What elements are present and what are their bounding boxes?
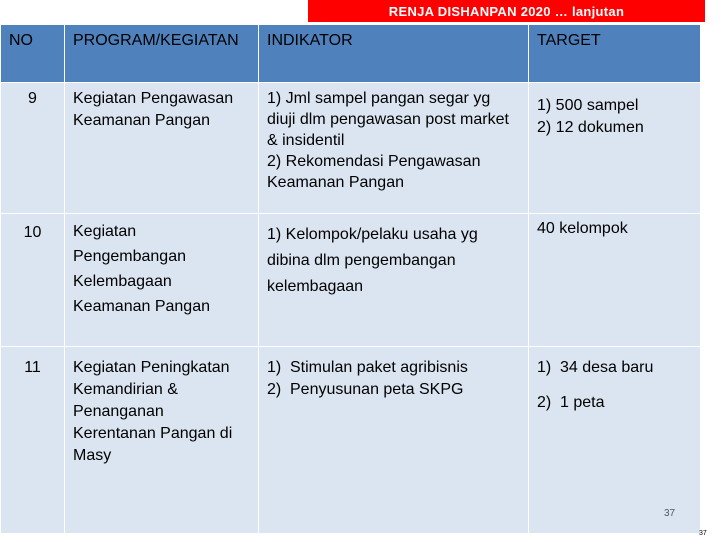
- cell-no: 9: [1, 83, 65, 214]
- cell-indikator: [259, 83, 529, 214]
- target-item: 1) 34 desa baru: [537, 359, 654, 376]
- cell-indikator: [259, 347, 529, 534]
- table-row: [1, 83, 701, 214]
- indikator-item: 1) Jml sampel pangan segar yg diuji dlm pengawasan post market & insidentil: [267, 90, 509, 149]
- target-item: 2) 12 dokumen: [537, 119, 644, 136]
- indikator-item: 2) Penyusunan peta SKPG: [267, 381, 464, 398]
- header-target: TARGET: [529, 25, 701, 83]
- indikator-item: 1) Kelompok/pelaku usaha yg dibina dlm pengembangan kelembagaan: [267, 226, 478, 295]
- header-program: PROGRAM/KEGIATAN: [65, 25, 259, 83]
- slide-title: RENJA DISHANPAN 2020 … lanjutan: [388, 3, 625, 19]
- table-row: [1, 214, 701, 347]
- page-number: 37: [664, 508, 676, 519]
- cell-program: Kegiatan Peningkatan Kemandirian & Penanganan Kerentanan Pangan di Masy: [65, 347, 259, 534]
- cell-target: [529, 83, 701, 214]
- cell-program: Kegiatan Pengawasan Keamanan Pangan: [65, 83, 259, 214]
- target-item: 1) 500 sampel: [537, 97, 639, 114]
- program-table: [0, 24, 701, 534]
- indikator-item: 1) Stimulan paket agribisnis: [267, 359, 468, 376]
- target-item: 40 kelompok: [537, 220, 628, 237]
- cell-no: 10: [1, 214, 65, 347]
- header-indikator: INDIKATOR: [259, 25, 529, 83]
- indikator-item: 2) Rekomendasi Pengawasan Keamanan Pangan: [267, 153, 481, 191]
- table-header-row: [1, 25, 701, 83]
- target-item: 2) 1 peta: [537, 394, 605, 411]
- table-row: [1, 347, 701, 534]
- page-number-small: 37: [699, 530, 707, 537]
- cell-target: [529, 347, 701, 534]
- header-no: NO: [1, 25, 65, 83]
- cell-program: Kegiatan Pengembangan Kelembagaan Keamanan Pangan: [65, 214, 259, 347]
- cell-indikator: [259, 214, 529, 347]
- slide-title-banner: [308, 0, 705, 22]
- cell-no: 11: [1, 347, 65, 534]
- cell-target: [529, 214, 701, 347]
